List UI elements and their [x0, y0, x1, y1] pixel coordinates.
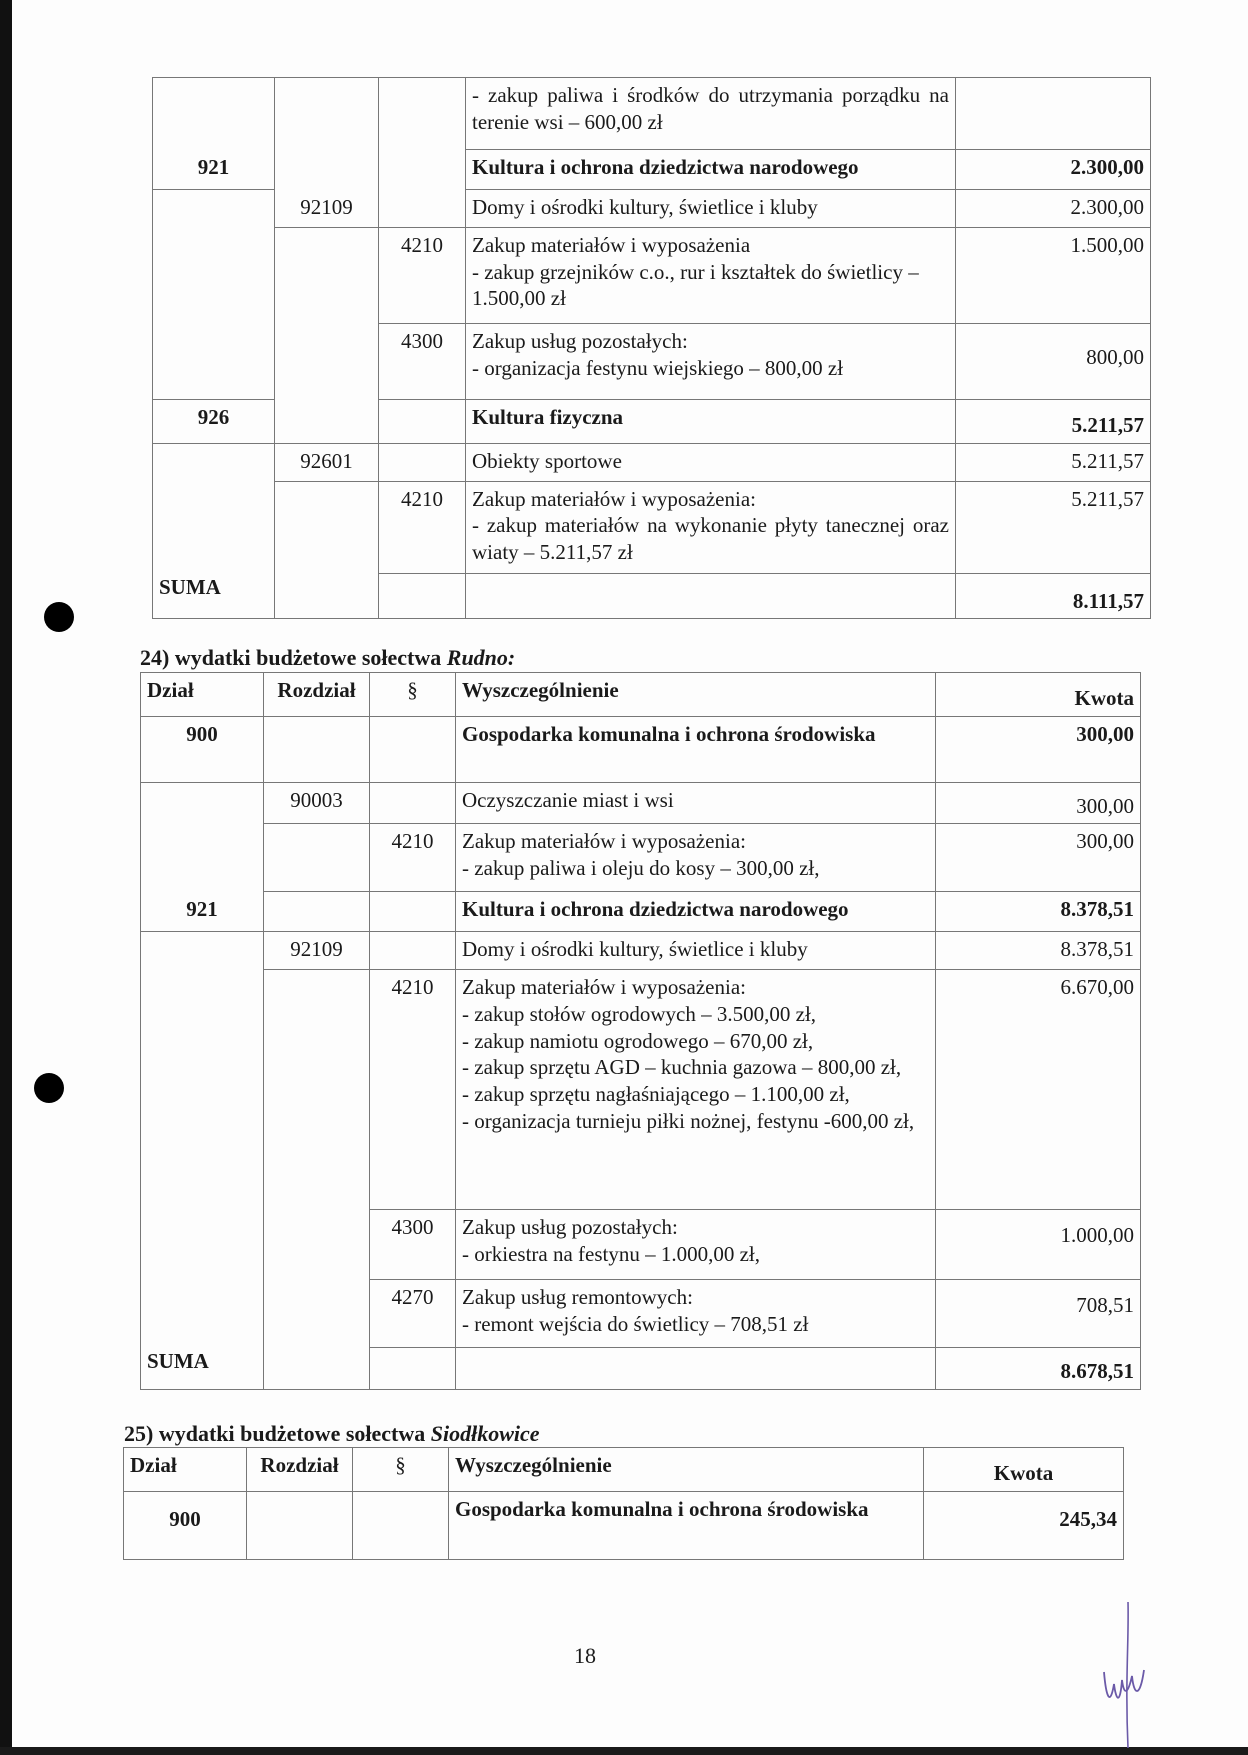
dzial-cell: 921: [141, 892, 264, 932]
kwota-cell: 300,00: [936, 782, 1141, 824]
punch-hole: [44, 602, 74, 632]
paragraf-cell: 4210: [370, 970, 456, 1210]
opis-cell: [456, 970, 936, 1210]
dzial-cell: [141, 782, 264, 824]
kwota-cell: 8.378,51: [936, 892, 1141, 932]
header-rozdzial: Rozdział: [247, 1448, 353, 1492]
section-number: 24): [140, 645, 170, 670]
dzial-cell: [141, 824, 264, 892]
header-paragraf: §: [353, 1448, 449, 1492]
table-row: [124, 1491, 1124, 1559]
table-row: [153, 400, 1151, 444]
suma-label: SUMA: [153, 573, 275, 619]
kwota-cell: 800,00: [956, 324, 1151, 400]
table-row: [141, 892, 1141, 932]
dzial-cell: 900: [124, 1491, 247, 1559]
dzial-cell: 921: [153, 150, 275, 190]
section-24-heading: [140, 645, 515, 671]
rozdzial-cell: 90003: [264, 782, 370, 824]
opis-line: - zakup stołów ogrodowych – 3.500,00 zł,: [462, 1001, 817, 1026]
rozdzial-cell: [275, 78, 379, 150]
opis-line: Kultura fizyczna: [472, 405, 624, 429]
header-opis: Wyszczególnienie: [449, 1448, 924, 1492]
opis-cell: [466, 228, 956, 324]
table-row: [153, 150, 1151, 190]
table-header-row: [141, 673, 1141, 717]
kwota-cell: 2.300,00: [956, 190, 1151, 228]
opis-cell: [466, 481, 956, 573]
opis-line: - zakup sprzętu nagłaśniającego – 1.100,00 zł,: [462, 1081, 850, 1106]
header-opis: Wyszczególnienie: [456, 673, 936, 717]
paragraf-cell: 4270: [370, 1280, 456, 1348]
dzial-cell: [141, 932, 264, 970]
header-dzial: Dział: [141, 673, 264, 717]
table-row: [141, 1348, 1141, 1390]
opis-line: - organizacja turnieju piłki nożnej, festynu -600,00 zł,: [462, 1108, 915, 1133]
opis-cell: [456, 1280, 936, 1348]
table-row: [153, 324, 1151, 400]
suma-label: SUMA: [141, 1348, 264, 1390]
paragraf-cell: 4210: [370, 824, 456, 892]
dzial-cell: [153, 78, 275, 150]
opis-line: - zakup grzejników c.o., rur i kształtek do świetlicy – 1.500,00 zł: [472, 259, 919, 311]
table-row: [153, 78, 1151, 150]
kwota-cell: 708,51: [936, 1280, 1141, 1348]
paragraf-cell: 4210: [379, 228, 466, 324]
paragraf-cell: [379, 190, 466, 228]
kwota-cell: 245,34: [924, 1491, 1124, 1559]
rozdzial-cell: [264, 716, 370, 782]
paragraf-cell: 4300: [370, 1210, 456, 1280]
opis-cell: [456, 932, 936, 970]
dzial-cell: [141, 1210, 264, 1280]
table-row: [141, 716, 1141, 782]
opis-cell: [456, 892, 936, 932]
section-place: Rudno:: [446, 645, 516, 670]
dzial-cell: 900: [141, 716, 264, 782]
dzial-cell: [153, 190, 275, 228]
paragraf-cell: [379, 78, 466, 150]
kwota-cell: 5.211,57: [956, 400, 1151, 444]
suma-value: 8.678,51: [936, 1348, 1141, 1390]
paragraf-cell: 4210: [379, 481, 466, 573]
header-dzial: Dział: [124, 1448, 247, 1492]
kwota-cell: 300,00: [936, 824, 1141, 892]
opis-cell: [456, 782, 936, 824]
opis-line: Zakup usług remontowych:: [462, 1285, 693, 1310]
opis-cell: [456, 824, 936, 892]
opis-line: Kultura i ochrona dziedzictwa narodowego: [462, 897, 849, 922]
table-row: [153, 443, 1151, 481]
paragraf-cell: 4300: [379, 324, 466, 400]
opis-line: Zakup usług pozostałych:: [462, 1215, 678, 1240]
paragraf-cell: [353, 1491, 449, 1559]
scan-left-edge: [0, 0, 12, 1755]
opis-line: - remont wejścia do świetlicy – 708,51 zł: [462, 1311, 809, 1336]
header-kwota: Kwota: [936, 673, 1141, 717]
suma-value: 8.111,57: [956, 573, 1151, 619]
rozdzial-cell: [275, 481, 379, 573]
table-row: [153, 481, 1151, 573]
opis-cell: [466, 324, 956, 400]
rozdzial-cell: 92601: [275, 443, 379, 481]
dzial-cell: [153, 324, 275, 400]
opis-line: Domy i ośrodki kultury, świetlice i kluby: [462, 937, 808, 962]
table-row: [153, 228, 1151, 324]
paragraf-cell: [379, 443, 466, 481]
rozdzial-cell: [264, 892, 370, 932]
paragraf-cell: [370, 716, 456, 782]
kwota-cell: 8.378,51: [936, 932, 1141, 970]
section-place: Siodłkowice: [430, 1421, 540, 1446]
kwota-cell: 1.500,00: [956, 228, 1151, 324]
opis-cell: [466, 78, 956, 150]
table-row: [153, 573, 1151, 619]
kwota-cell: 5.211,57: [956, 443, 1151, 481]
rozdzial-cell: [264, 1210, 370, 1280]
opis-line: Gospodarka komunalna i ochrona środowiska: [462, 721, 876, 746]
punch-hole: [34, 1073, 64, 1103]
opis-line: Zakup usług pozostałych:: [472, 329, 688, 353]
handwritten-signature: [1098, 1600, 1158, 1750]
opis-line: Kultura i ochrona dziedzictwa narodowego: [472, 155, 859, 179]
rozdzial-cell: [275, 150, 379, 190]
opis-cell: [456, 1348, 936, 1390]
table-row: [141, 970, 1141, 1210]
kwota-cell: 300,00: [936, 716, 1141, 782]
rozdzial-cell: [264, 1280, 370, 1348]
table-row: [153, 190, 1151, 228]
opis-line: Zakup materiałów i wyposażenia:: [462, 975, 746, 1000]
rozdzial-cell: 92109: [275, 190, 379, 228]
opis-cell: [456, 716, 936, 782]
rozdzial-cell: [275, 324, 379, 400]
dzial-cell: [153, 443, 275, 481]
dzial-cell: [141, 1280, 264, 1348]
table-row: [141, 1280, 1141, 1348]
budget-table-continuation: [152, 77, 1151, 619]
opis-line: - zakup sprzętu AGD – kuchnia gazowa – 800,00 zł,: [462, 1055, 902, 1080]
paragraf-cell: [379, 150, 466, 190]
budget-table-rudno: [140, 672, 1141, 1390]
opis-line: - zakup materiałów na wykonanie płyty tanecznej oraz wiaty – 5.211,57 zł: [472, 513, 949, 564]
rozdzial-cell: [275, 573, 379, 619]
table-header-row: [124, 1448, 1124, 1492]
dzial-cell: [153, 228, 275, 324]
opis-line: - orkiestra na festynu – 1.000,00 zł,: [462, 1241, 761, 1266]
kwota-cell: 6.670,00: [936, 970, 1141, 1210]
opis-cell: [456, 1210, 936, 1280]
rozdzial-cell: [264, 970, 370, 1210]
paragraf-cell: [370, 932, 456, 970]
paragraf-cell: [379, 573, 466, 619]
kwota-cell: 5.211,57: [956, 481, 1151, 573]
scan-bottom-edge: [0, 1747, 1248, 1755]
section-number: 25): [124, 1421, 154, 1446]
rozdzial-cell: [264, 1348, 370, 1390]
dzial-cell: [141, 970, 264, 1210]
rozdzial-cell: [275, 228, 379, 324]
budget-table-siodlkowice: [123, 1447, 1124, 1560]
header-rozdzial: Rozdział: [264, 673, 370, 717]
table-row: [141, 932, 1141, 970]
kwota-cell: 2.300,00: [956, 150, 1151, 190]
opis-cell: [466, 190, 956, 228]
opis-line: - zakup paliwa i środków do utrzymania porządku na terenie wsi – 600,00 zł: [472, 83, 949, 134]
header-paragraf: §: [370, 673, 456, 717]
paragraf-cell: [370, 892, 456, 932]
kwota-cell: [956, 78, 1151, 150]
opis-cell: [466, 400, 956, 444]
rozdzial-cell: [264, 824, 370, 892]
dzial-cell: [153, 481, 275, 573]
kwota-cell: 1.000,00: [936, 1210, 1141, 1280]
opis-cell: [449, 1491, 924, 1559]
header-kwota: Kwota: [924, 1448, 1124, 1492]
opis-line: Gospodarka komunalna i ochrona środowiska: [455, 1496, 869, 1521]
opis-line: Oczyszczanie miast i wsi: [462, 787, 674, 812]
opis-cell: [466, 150, 956, 190]
rozdzial-cell: [275, 400, 379, 444]
section-title: wydatki budżetowe sołectwa: [174, 645, 442, 670]
paragraf-cell: [379, 400, 466, 444]
page-number: 18: [574, 1643, 596, 1668]
opis-line: Zakup materiałów i wyposażenia: [472, 233, 751, 257]
opis-line: Obiekty sportowe: [472, 448, 622, 473]
opis-line: - organizacja festynu wiejskiego – 800,00 zł: [472, 355, 844, 380]
opis-cell: [466, 573, 956, 619]
section-title: wydatki budżetowe sołectwa: [158, 1421, 426, 1446]
section-25-heading: [124, 1421, 540, 1447]
rozdzial-cell: [247, 1491, 353, 1559]
opis-line: - zakup namiotu ogrodowego – 670,00 zł,: [462, 1028, 814, 1053]
opis-line: Zakup materiałów i wyposażenia:: [472, 486, 756, 511]
opis-line: - zakup paliwa i oleju do kosy – 300,00 zł,: [462, 855, 820, 880]
table-row: [141, 824, 1141, 892]
dzial-cell: 926: [153, 400, 275, 444]
paragraf-cell: [370, 1348, 456, 1390]
opis-cell: [466, 443, 956, 481]
opis-line: Zakup materiałów i wyposażenia:: [462, 829, 746, 854]
rozdzial-cell: 92109: [264, 932, 370, 970]
paragraf-cell: [370, 782, 456, 824]
opis-line: Domy i ośrodki kultury, świetlice i kluby: [472, 195, 818, 219]
table-row: [141, 782, 1141, 824]
table-row: [141, 1210, 1141, 1280]
